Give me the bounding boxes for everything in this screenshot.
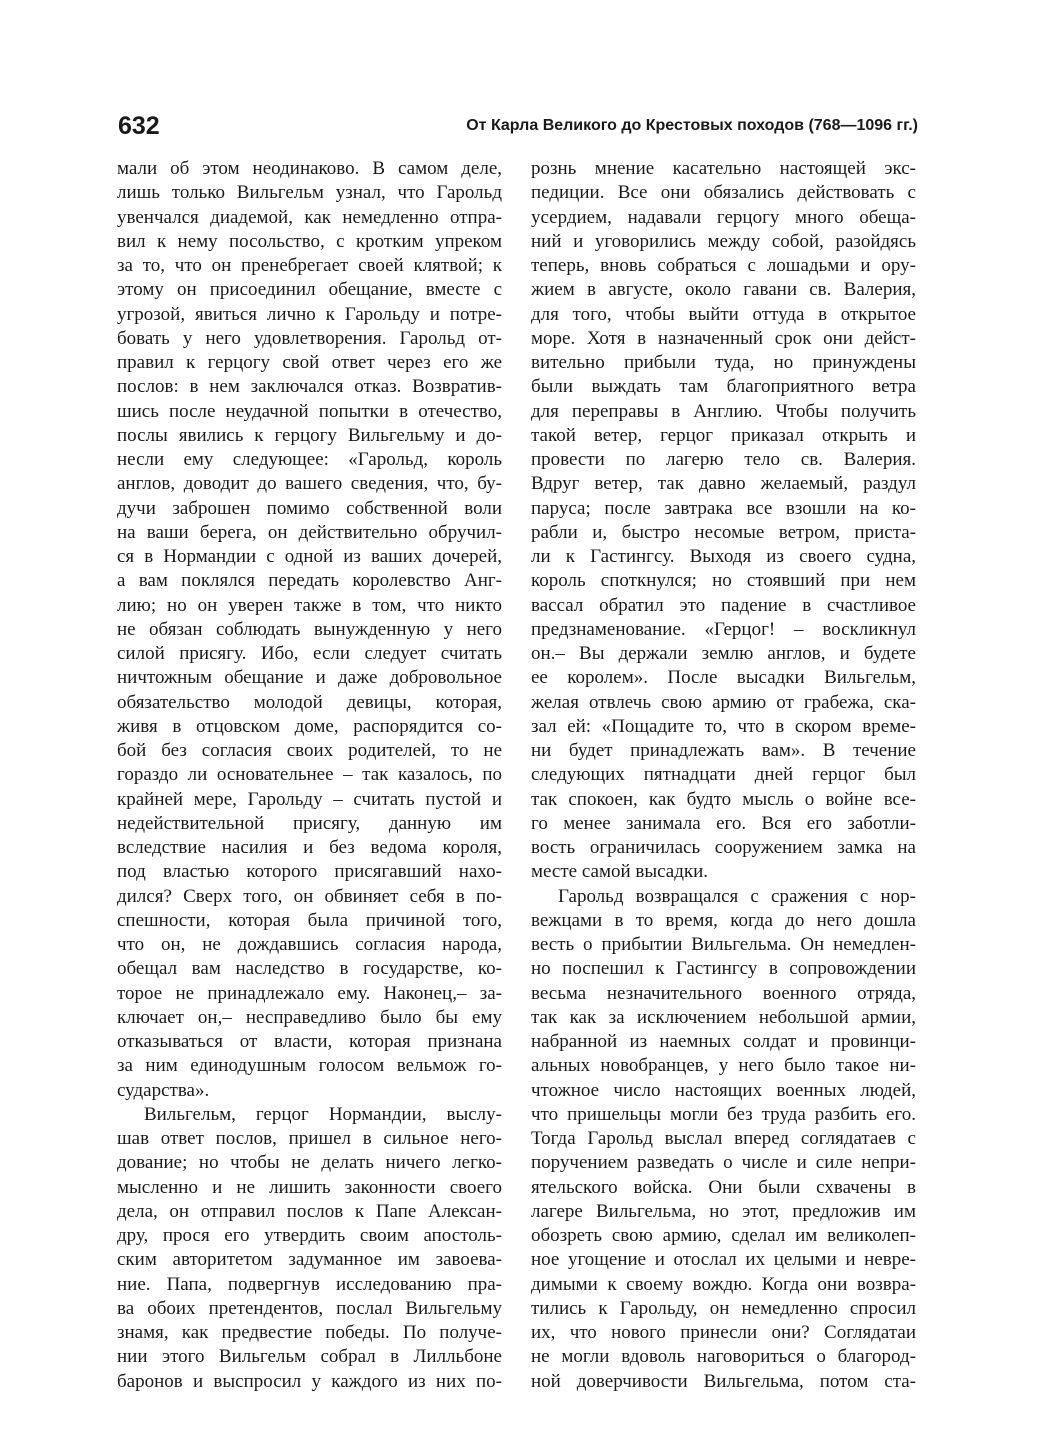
running-title: От Карла Великого до Крестовых походов (768—1096 гг.) — [466, 117, 918, 134]
text-line: мали об этом неодинаково. В самом деле, — [117, 158, 502, 179]
text-line: месте самой высадки. — [531, 861, 709, 883]
text-line: ятельского войска. Они были схвачены в — [531, 1176, 916, 1198]
text-line: зал ей: «Пощадите то, что в скором време- — [531, 715, 916, 737]
text-line: дился? Сверх того, он обвиняет себя в по- — [117, 885, 502, 907]
text-line: такой ветер, герцог приказал открыть и — [531, 424, 916, 446]
text-line: жием в августе, около гавани св. Валерия, — [531, 279, 916, 301]
text-line: ключает он,– несправедливо было бы ему — [117, 1006, 502, 1028]
text-line: дучи заброшен помимо собственной воли — [117, 497, 502, 519]
text-line: послов: в нем заключался отказ. Возвратив- — [117, 376, 502, 398]
text-line: лагере Вильгельма, но этот, предложив им — [531, 1200, 916, 1222]
text-line: дела, он отправил послов к Папе Алексан- — [117, 1200, 502, 1222]
text-line: мысленно и не лишить законности своего — [117, 1176, 502, 1198]
text-line: а вам поклялся передать королевство Анг- — [117, 570, 502, 592]
text-line: ее королем». После высадки Вильгельм, — [531, 667, 916, 689]
text-line: послы явились к герцогу Вильгельму и до- — [117, 424, 502, 446]
text-line: за ним единодушным голосом вельмож го- — [117, 1055, 502, 1077]
text-line: отказываться от власти, которая признана — [117, 1031, 502, 1052]
text-line: весть о прибытии Вильгельма. Он немедлен- — [531, 934, 916, 955]
text-line: были выждать там благоприятного ветра — [531, 376, 916, 398]
text-line: вассал обратил это падение в счастливое — [531, 594, 916, 616]
text-line: ной доверчивости Вильгельма, потом ста- — [531, 1370, 916, 1392]
text-line: гораздо ли основательнее – так казалось, по — [117, 764, 502, 786]
text-line: дование; но чтобы не делать ничего легко- — [117, 1152, 502, 1174]
text-line: угрозой, явиться лично к Гарольду и потре- — [117, 303, 502, 325]
text-line: ний и уговорились между собой, разойдясь — [531, 230, 916, 252]
text-line: для переправы в Англию. Чтобы получить — [531, 400, 916, 422]
text-line: ничтожным обещание и даже добровольное — [117, 667, 502, 689]
text-line: так спокоен, как будто мысль о войне все- — [531, 788, 916, 810]
text-line: дру, прося его утвердить своим апостоль- — [117, 1225, 502, 1246]
text-line: вил к нему посольство, с кротким упреком — [117, 230, 502, 252]
text-line: рознь мнение касательно настоящей экс- — [531, 158, 916, 179]
text-line: ние. Папа, подвергнув исследованию пра- — [117, 1273, 502, 1295]
text-line: провести по лагерю тело св. Валерия. — [531, 449, 916, 470]
text-line: знамя, как предвестие победы. По получе- — [117, 1322, 502, 1343]
text-line: педиции. Все они обязались действовать с — [531, 182, 916, 204]
text-line: баронов и выспросил у каждого из них по- — [117, 1370, 502, 1392]
text-line: под властью которого присягавший нахо- — [117, 861, 502, 883]
text-line: желая отвлечь свою армию от грабежа, ска- — [531, 691, 916, 713]
text-line: ное угощение и отослал их целыми и невре- — [531, 1249, 916, 1271]
text-line: увенчался диадемой, как немедленно отпра- — [117, 206, 502, 228]
text-line: спешности, которая была причиной того, — [117, 909, 502, 931]
text-line: обозреть свою армию, сделал им великолеп- — [531, 1225, 916, 1246]
text-line: крайней мере, Гарольду – считать пустой и — [117, 788, 502, 810]
text-line: нии этого Вильгельм собрал в Лилльбоне — [117, 1346, 502, 1368]
text-line: бовать у него удовлетворения. Гарольд от- — [117, 327, 502, 349]
text-line: чтожное число настоящих военных людей, — [531, 1079, 916, 1101]
text-line: Вдруг ветер, так давно желаемый, раздул — [531, 473, 916, 495]
text-line: ли к Гастингсу. Выходя из своего судна, — [531, 546, 916, 567]
text-line: альных новобранцев, у него было такое ни- — [531, 1055, 916, 1077]
text-line: димыми к своему вождю. Когда они возвра- — [531, 1273, 916, 1295]
text-line: сударства». — [117, 1079, 210, 1101]
text-line: ва обоих претендентов, послал Вильгельму — [117, 1297, 502, 1319]
text-line: вительно прибыли туда, но принуждены — [531, 352, 916, 373]
text-line: не обязан соблюдать вынужденную у него — [117, 618, 502, 640]
text-line: го менее занимала его. Вся его заботли- — [531, 812, 916, 834]
text-line: ни будет принадлежать вам». В течение — [531, 740, 916, 761]
text-line: их, что нового принесли они? Соглядатаи — [531, 1322, 916, 1343]
text-line: несли ему следующее: «Гарольд, король — [117, 449, 502, 470]
text-line: паруса; после завтрака все взошли на ко- — [531, 497, 916, 519]
text-line: лишь только Вильгельм узнал, что Гарольд — [117, 182, 502, 204]
text-line: обещал вам наследство в государстве, ко- — [117, 958, 502, 980]
text-line: поручением разведать о числе и силе непри- — [531, 1152, 916, 1174]
text-line: живя в отцовском доме, распорядится со- — [117, 715, 502, 737]
text-line: усердием, надавали герцогу много обеща- — [531, 206, 916, 228]
text-line: торое не принадлежало ему. Наконец,– за- — [117, 982, 502, 1004]
text-line: обязательство молодой девицы, которая, — [117, 691, 502, 713]
text-line: этому он присоединил обещание, вместе с — [117, 279, 502, 301]
text-column-left — [117, 157, 502, 1394]
text-line: ся в Нормандии с одной из ваших дочерей, — [117, 546, 502, 567]
text-line: ским авторитетом задуманное им завоева- — [117, 1249, 502, 1271]
text-line: англов, доводит до вашего сведения, что, бу- — [117, 473, 502, 495]
text-line: недействительной присягу, данную им — [117, 812, 502, 834]
text-line: весьма незначительного военного отряда, — [531, 982, 916, 1004]
text-line: правил к герцогу свой ответ через его же — [117, 352, 502, 373]
text-line: шав ответ послов, пришел в сильное него- — [117, 1128, 502, 1149]
text-column-right — [531, 157, 916, 1394]
text-line: шись после неудачной попытки в отечество, — [117, 400, 502, 422]
text-line: что он, не дождавшись согласия народа, — [117, 934, 502, 955]
page-number: 632 — [118, 112, 160, 140]
text-line: что пришельцы могли без труда разбить его. — [531, 1103, 916, 1125]
text-line: теперь, вновь собраться с лошадьми и ору- — [531, 255, 916, 276]
text-line: вость ограничилась сооружением замка на — [531, 837, 916, 858]
text-line: силой присягу. Ибо, если следует считать — [117, 643, 502, 664]
text-line: для того, чтобы выйти оттуда в открытое — [531, 303, 916, 325]
text-line: море. Хотя в назначенный срок они дейст- — [531, 327, 916, 349]
text-line: вежцами в то время, когда до него дошла — [531, 909, 916, 931]
text-line: бой без согласия своих родителей, то не — [117, 740, 502, 761]
text-line: так как за исключением небольшой армии, — [531, 1006, 916, 1028]
text-line: предзнаменование. «Герцог! – воскликнул — [531, 618, 916, 640]
text-line: Тогда Гарольд выслал вперед соглядатаев с — [531, 1128, 916, 1149]
text-line: он.– Вы держали землю англов, и будете — [531, 643, 916, 664]
text-line: на ваши берега, он действительно обручил- — [117, 521, 502, 543]
text-line: следующих пятнадцати дней герцог был — [531, 764, 916, 786]
text-line: вследствие насилия и без ведома короля, — [117, 837, 502, 858]
text-line: Гарольд возвращался с сражения с нор- — [558, 885, 916, 907]
text-line: набранной из наемных солдат и провинци- — [531, 1031, 916, 1052]
text-line: Вильгельм, герцог Нормандии, выслу- — [144, 1103, 502, 1125]
text-line: не могли вдоволь наговориться о благород- — [531, 1346, 916, 1368]
text-line: за то, что он пренебрегает своей клятвой; к — [117, 255, 502, 276]
text-line: король споткнулся; но стоявший при нем — [531, 570, 916, 592]
text-line: но поспешил к Гастингсу в сопровождении — [531, 958, 916, 980]
text-line: лию; но он уверен также в том, что никто — [117, 594, 502, 616]
text-line: тились к Гарольду, он немедленно спросил — [531, 1297, 916, 1319]
text-line: рабли и, быстро несомые ветром, приста- — [531, 521, 916, 543]
